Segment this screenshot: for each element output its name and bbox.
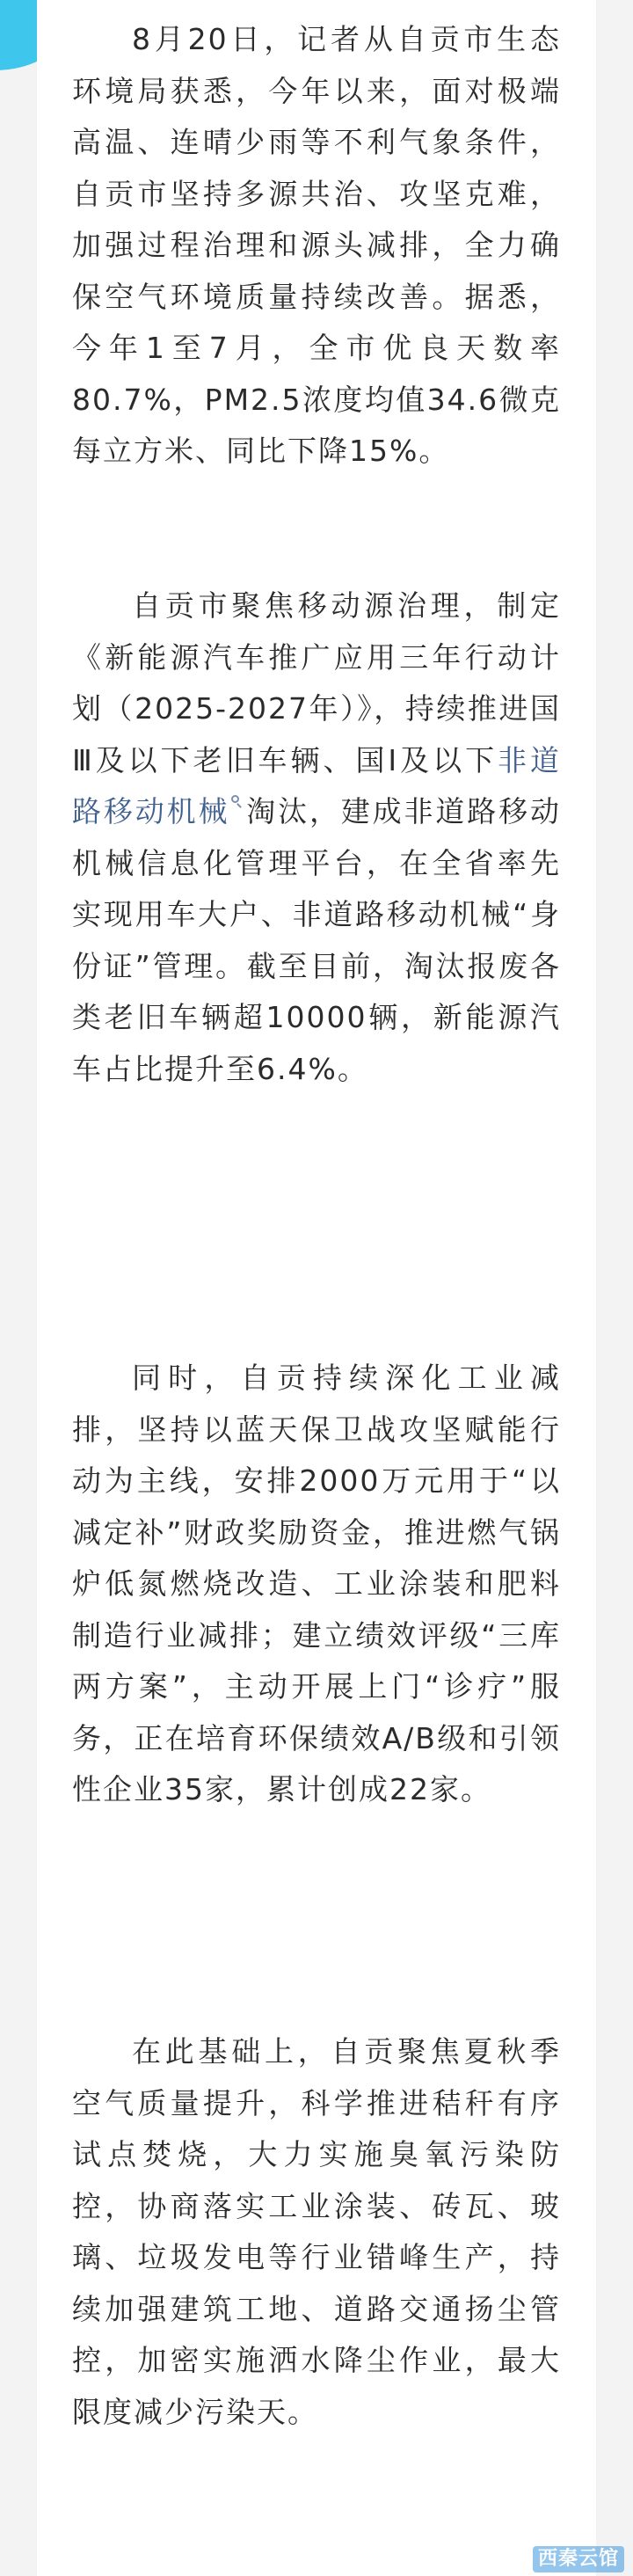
non-road-machinery-link[interactable]: 非道路移动机械 — [72, 742, 562, 828]
paragraph-1: 8月20日，记者从自贡市生态环境局获悉，今年以来，面对极端高温、连晴少雨等不利气象条件，自贡市坚持多源共治、攻坚克难，加强过程治理和源头减排，全力确保空气环境质量持续改善。据悉，今年1至7月，全市优良天数率80.7%，PM2.5浓度均值34.6微克每立方米、同比下降15%。 — [72, 22, 561, 468]
paragraph-2-text-after-link: 淘汰，建成非道路移动机械信息化管理平台，在全省率先实现用车大户、非道路移动机械“身份证”管理。截至目前，淘汰报废各类老旧车辆超10000辆，新能源汽车占比提升至6.4%。 — [72, 794, 562, 1086]
paragraph-2-text-before-link: 自贡市聚焦移动源治理，制定《新能源汽车推广应用三年行动计划（2025-2027年）》，持续推进国Ⅲ及以下老旧车辆、国Ⅰ及以下 — [72, 588, 561, 777]
paragraph-2 — [72, 580, 561, 1095]
search-icon[interactable] — [231, 795, 244, 807]
paragraph-3: 同时，自贡持续深化工业减排，坚持以蓝天保卫战攻坚赋能行动为主线，安排2000万元用于“以减定补”财政奖励资金，推进燃气锅炉低氮燃烧改造、工业涂装和肥料制造行业减排；建立绩效评级“三库两方案”，主动开展上门“诊疗”服务，正在培育环保绩效A/B级和引领性企业35家，累计创成22家。 — [72, 1361, 561, 1806]
paragraph-4: 在此基础上，自贡聚焦夏秋季空气质量提升，科学推进秸秆有序试点焚烧，大力实施臭氧污染防控，协商落实工业涂装、砖瓦、玻璃、垃圾发电等行业错峰生产，持续加强建筑工地、道路交通扬尘管控，加密实施洒水降尘作业，最大限度减少污染天。 — [72, 2034, 561, 2429]
watermark-logo: 西秦云馆 — [533, 2546, 624, 2572]
